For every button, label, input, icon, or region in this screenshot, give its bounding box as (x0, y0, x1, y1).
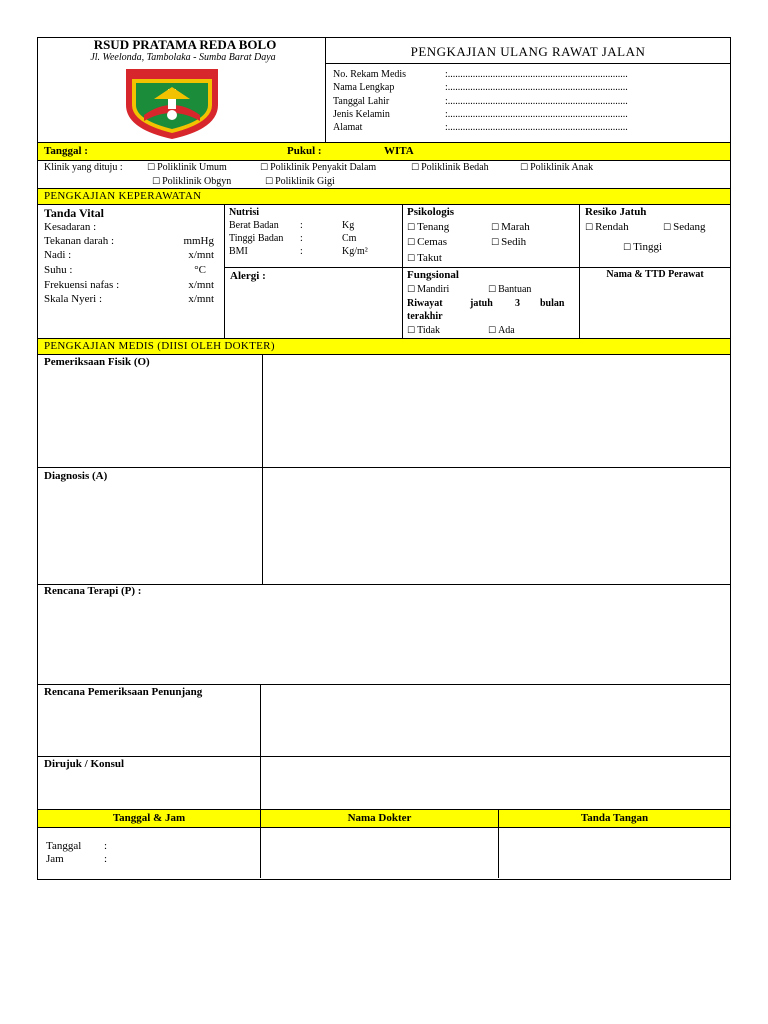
hospital-name: RSUD PRATAMA REDA BOLO (93, 37, 277, 52)
rencana-penunjang-field[interactable] (261, 685, 729, 756)
tv-label-0: Kesadaran : (44, 221, 97, 233)
psikologis-sedih[interactable]: ☐ Sedih (491, 236, 526, 248)
fungsional-mandiri[interactable]: ☐ Mandiri (407, 284, 449, 295)
resiko-heading: Resiko Jatuh (585, 206, 647, 218)
pemeriksaan-fisik-field[interactable] (263, 355, 729, 467)
tv-unit-4: x/mnt (188, 279, 214, 291)
patient-value-0[interactable]: :........................................................................ (445, 69, 628, 80)
tanda-tangan-field[interactable] (499, 828, 729, 878)
patient-value-1[interactable]: :........................................................................ (445, 82, 628, 93)
footer-jam-colon: : (104, 853, 108, 865)
klinik-anak[interactable]: ☐ Poliklinik Anak (520, 162, 593, 173)
riwayat-word-1: jatuh (470, 298, 493, 309)
wita-label: WITA (384, 145, 414, 157)
form-title: PENGKAJIAN ULANG RAWAT JALAN (410, 44, 646, 59)
footer-tanggal-jam: Tanggal & Jam (112, 812, 186, 824)
footer-jam-label: Jam (46, 853, 64, 865)
psikologis-takut[interactable]: ☐ Takut (407, 252, 442, 264)
resiko-tinggi[interactable]: ☐ Tinggi (623, 241, 662, 253)
pemeriksaan-fisik-label: Pemeriksaan Fisik (O) (44, 356, 150, 368)
nutrisi-label-0: Berat Badan (229, 220, 279, 231)
nutrisi-sep-1: : (300, 233, 303, 244)
fungsional-bantuan[interactable]: ☐ Bantuan (488, 284, 531, 295)
klinik-umum[interactable]: ☐ Poliklinik Umum (147, 162, 227, 173)
tanda-vital-heading: Tanda Vital (44, 206, 104, 220)
psikologis-marah[interactable]: ☐ Marah (491, 221, 530, 233)
tv-unit-2: x/mnt (188, 249, 214, 261)
nutrisi-heading: Nutrisi (229, 207, 259, 218)
diagnosis-label: Diagnosis (A) (44, 470, 108, 482)
footer-nama-dokter: Nama Dokter (347, 812, 412, 824)
nutrisi-label-2: BMI (229, 246, 248, 257)
patient-label-0: No. Rekam Medis (333, 69, 407, 80)
patient-label-2: Tanggal Lahir (333, 96, 390, 107)
patient-value-3[interactable]: :........................................................................ (445, 109, 628, 120)
footer-tanggal-label: Tanggal (46, 840, 82, 852)
patient-label-1: Nama Lengkap (333, 82, 395, 93)
klinik-label: Klinik yang dituju : (44, 162, 123, 173)
tv-unit-3: °C (194, 264, 206, 276)
klinik-gigi[interactable]: ☐ Poliklinik Gigi (265, 176, 335, 187)
nutrisi-unit-2: Kg/m² (342, 246, 368, 257)
patient-value-2[interactable]: :........................................................................ (445, 96, 628, 107)
ttd-perawat-label: Nama & TTD Perawat (606, 269, 704, 280)
psikologis-cemas[interactable]: ☐ Cemas (407, 236, 447, 248)
nutrisi-sep-0: : (300, 220, 303, 231)
tv-label-1: Tekanan darah : (44, 235, 115, 247)
alergi-label: Alergi : (230, 270, 266, 282)
nutrisi-sep-2: : (300, 246, 303, 257)
tv-unit-5: x/mnt (188, 293, 214, 305)
psikologis-heading: Psikologis (407, 206, 455, 218)
tv-label-2: Nadi : (44, 249, 72, 261)
nutrisi-unit-0: Kg (342, 220, 355, 231)
keperawatan-title: PENGKAJIAN KEPERAWATAN (44, 190, 202, 202)
dirujuk-field[interactable] (261, 757, 729, 809)
patient-label-3: Jenis Kelamin (333, 109, 390, 120)
resiko-rendah[interactable]: ☐ Rendah (585, 221, 629, 233)
rencana-terapi-label: Rencana Terapi (P) : (44, 585, 142, 597)
tv-label-5: Skala Nyeri : (44, 293, 103, 305)
riwayat-word-3: bulan (540, 298, 565, 309)
patient-label-4: Alamat (333, 122, 363, 133)
klinik-obgyn[interactable]: ☐ Poliklinik Obgyn (152, 176, 231, 187)
tanggal-label: Tanggal : (44, 145, 88, 157)
medis-title: PENGKAJIAN MEDIS (DIISI OLEH DOKTER) (44, 340, 275, 352)
tv-unit-1: mmHg (183, 235, 214, 247)
footer-tanda-tangan: Tanda Tangan (580, 812, 649, 824)
riwayat-word-2: 3 (515, 298, 520, 309)
resiko-sedang[interactable]: ☐ Sedang (663, 221, 705, 233)
patient-value-4[interactable]: :........................................................................ (445, 122, 628, 133)
hospital-logo (118, 65, 226, 140)
rencana-penunjang-label: Rencana Pemeriksaan Penunjang (44, 686, 203, 698)
fungsional-heading: Fungsional (407, 269, 459, 281)
diagnosis-field[interactable] (263, 468, 729, 584)
riwayat-word-0: Riwayat (407, 298, 443, 309)
hospital-address: Jl. Weelonda, Tambolaka - Sumba Barat Daya (90, 52, 276, 63)
tv-label-3: Suhu : (44, 264, 73, 276)
klinik-penyakit-dalam[interactable]: ☐ Poliklinik Penyakit Dalam (260, 162, 376, 173)
nama-dokter-field[interactable] (261, 828, 498, 878)
dirujuk-label: Dirujuk / Konsul (44, 758, 125, 770)
pukul-label: Pukul : (287, 145, 322, 157)
klinik-bedah[interactable]: ☐ Poliklinik Bedah (411, 162, 489, 173)
riwayat-tidak[interactable]: ☐ Tidak (407, 325, 440, 336)
footer-tanggal-colon: : (104, 840, 108, 852)
riwayat-word-4: terakhir (407, 311, 443, 322)
riwayat-ada[interactable]: ☐ Ada (488, 325, 515, 336)
tv-label-4: Frekuensi nafas : (44, 279, 120, 291)
nutrisi-label-1: Tinggi Badan (229, 233, 284, 244)
nutrisi-unit-1: Cm (342, 233, 357, 244)
psikologis-tenang[interactable]: ☐ Tenang (407, 221, 449, 233)
